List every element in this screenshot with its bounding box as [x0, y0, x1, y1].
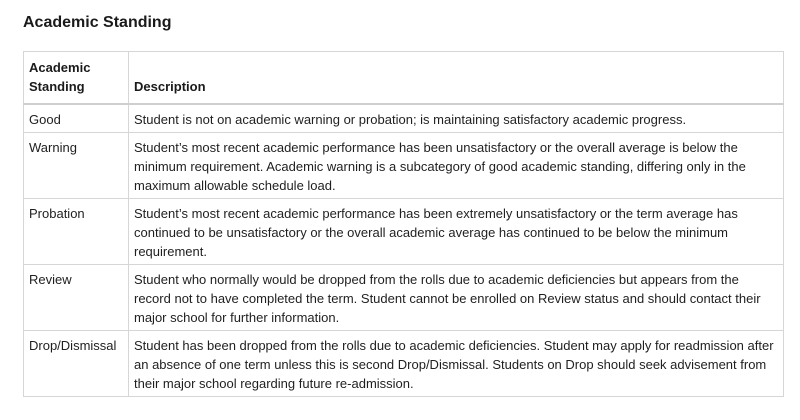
- standing-cell: Warning: [24, 133, 129, 199]
- description-cell: Student’s most recent academic performance has been extremely unsatisfactory or the term average has continued to be unsatisfactory or the overall academic average has continued to be below the minimum requirement.: [129, 199, 784, 265]
- table-row-drop-dismissal: [24, 331, 784, 397]
- column-header-description: Description: [129, 52, 784, 105]
- column-header-standing: Academic Standing: [24, 52, 129, 105]
- table-row-warning: [24, 133, 784, 199]
- description-cell: Student has been dropped from the rolls due to academic deficiencies. Student may apply for readmission after an absence of one term unless this is second Drop/Dismissal. Students on Drop should seek advisement from their major school regarding future re-admission.: [129, 331, 784, 397]
- table-row-review: [24, 265, 784, 331]
- standing-cell: Review: [24, 265, 129, 331]
- description-cell: Student’s most recent academic performance has been unsatisfactory or the overall average is below the minimum requirement. Academic warning is a subcategory of good academic standing, differing only in the maximum allowable schedule load.: [129, 133, 784, 199]
- academic-standing-table: [23, 51, 784, 397]
- description-cell: Student who normally would be dropped from the rolls due to academic deficiencies but appears from the record not to have completed the term. Student cannot be enrolled on Review status and should contact their major school for further information.: [129, 265, 784, 331]
- page-title: Academic Standing: [23, 14, 172, 31]
- description-cell: Student is not on academic warning or probation; is maintaining satisfactory academic progress.: [129, 104, 784, 133]
- standing-cell: Good: [24, 104, 129, 133]
- table-row-good: [24, 104, 784, 133]
- table-header-row: [24, 52, 784, 105]
- standing-cell: Drop/Dismissal: [24, 331, 129, 397]
- standing-cell: Probation: [24, 199, 129, 265]
- table-row-probation: [24, 199, 784, 265]
